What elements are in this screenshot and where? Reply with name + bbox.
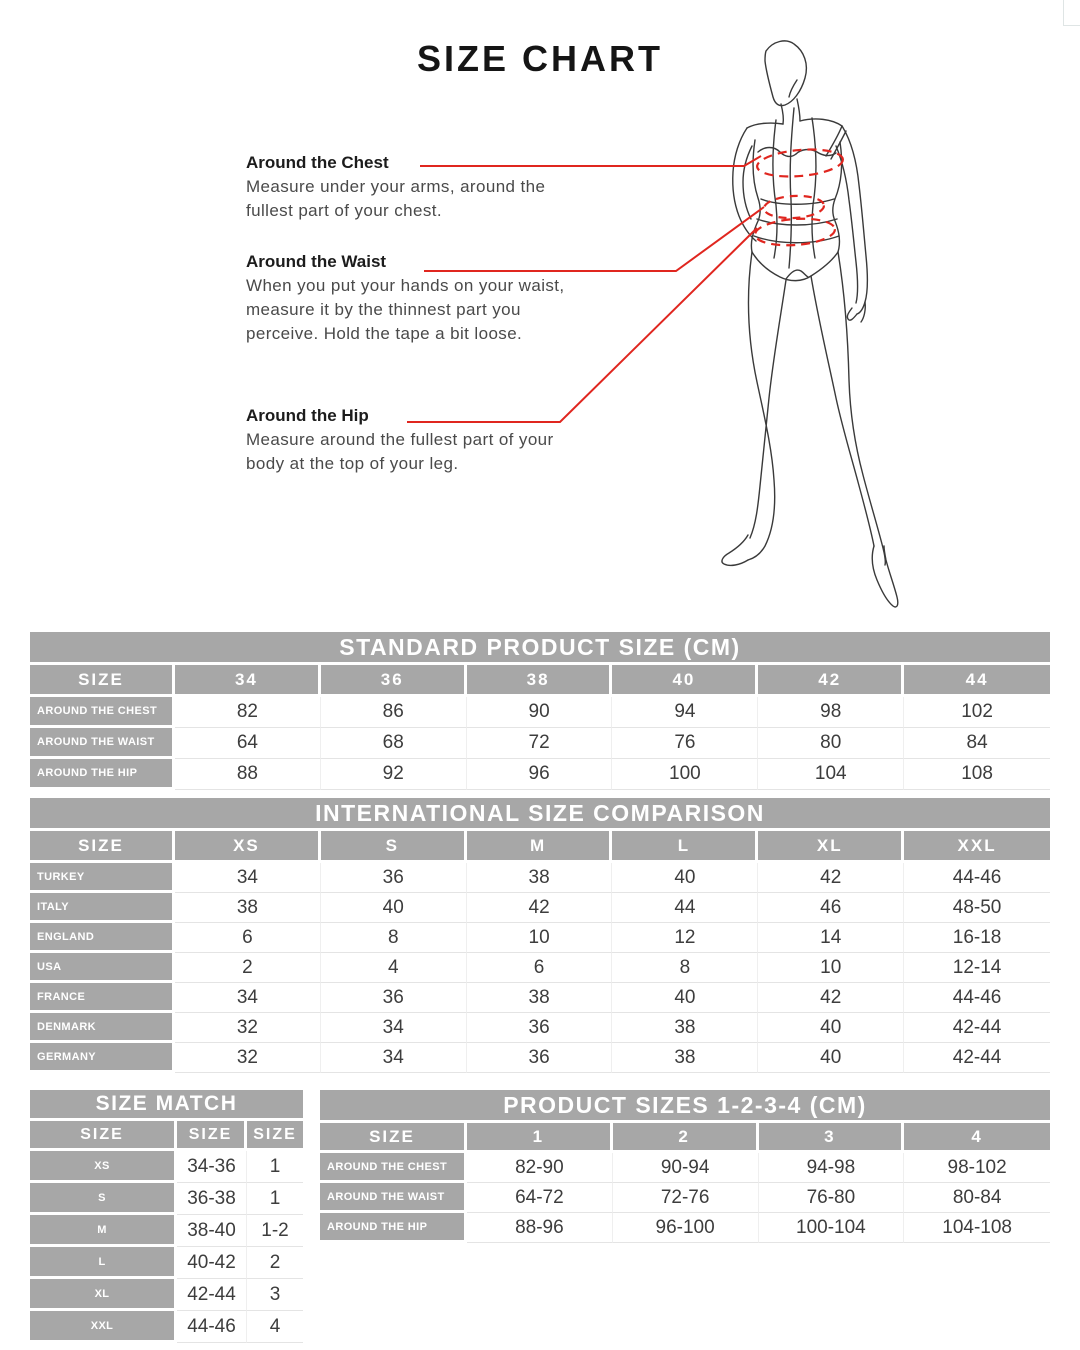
- annotation-hip-title: Around the Hip: [246, 406, 369, 425]
- row-label: AROUND THE CHEST: [30, 697, 175, 728]
- data-cell: 38: [612, 1013, 758, 1043]
- data-cell: 88: [175, 759, 321, 790]
- data-cell: 100-104: [759, 1213, 905, 1243]
- header-cell: 34: [175, 665, 321, 694]
- data-cell: 42-44: [904, 1013, 1050, 1043]
- data-cell: 94-98: [759, 1153, 905, 1183]
- table-row: [30, 1183, 303, 1215]
- data-cell: 38: [612, 1043, 758, 1073]
- data-cell: 102: [904, 697, 1050, 728]
- header-cell: SIZE: [320, 1123, 467, 1150]
- table-row: [30, 728, 1050, 759]
- data-cell: 46: [758, 893, 904, 923]
- table-row: [30, 697, 1050, 728]
- corner-artifact: [1063, 0, 1080, 26]
- data-cell: 72-76: [613, 1183, 759, 1213]
- table-row: [30, 1279, 303, 1311]
- waist-ellipse: [763, 194, 824, 219]
- data-cell: 38: [175, 893, 321, 923]
- data-cell: 48-50: [904, 893, 1050, 923]
- data-cell: 42: [467, 893, 613, 923]
- data-cell: 72: [467, 728, 613, 759]
- data-cell: 80-84: [904, 1183, 1050, 1213]
- data-cell: 10: [758, 953, 904, 983]
- data-cell: 38: [467, 863, 613, 893]
- data-cell: 64-72: [467, 1183, 613, 1213]
- header-cell: SIZE: [30, 665, 175, 694]
- data-cell: 100: [612, 759, 758, 790]
- table-row: [320, 1153, 1050, 1183]
- data-cell: 12: [612, 923, 758, 953]
- size-match-header-row: [30, 1121, 303, 1148]
- product-sizes-table-title: PRODUCT SIZES 1-2-3-4 (CM): [320, 1090, 1050, 1120]
- header-cell: S: [321, 831, 467, 860]
- data-cell: 80: [758, 728, 904, 759]
- data-cell: 40: [758, 1043, 904, 1073]
- data-cell: 68: [321, 728, 467, 759]
- data-cell: 44-46: [177, 1311, 247, 1343]
- data-cell: 36: [321, 863, 467, 893]
- international-size-table: [30, 798, 1050, 1073]
- row-label: AROUND THE CHEST: [320, 1153, 467, 1183]
- header-cell: L: [612, 831, 758, 860]
- row-label: ENGLAND: [30, 923, 175, 953]
- data-cell: 76: [612, 728, 758, 759]
- table-row: [30, 953, 1050, 983]
- row-label: USA: [30, 953, 175, 983]
- data-cell: 40-42: [177, 1247, 247, 1279]
- annotation-hip: [246, 404, 666, 476]
- data-cell: 90-94: [613, 1153, 759, 1183]
- data-cell: 8: [612, 953, 758, 983]
- data-cell: 34: [175, 983, 321, 1013]
- data-cell: 6: [175, 923, 321, 953]
- data-cell: 8: [321, 923, 467, 953]
- data-cell: 36: [467, 1043, 613, 1073]
- row-label: FRANCE: [30, 983, 175, 1013]
- product-sizes-header-row: [320, 1123, 1050, 1150]
- standard-size-table: [30, 632, 1050, 790]
- standard-size-table-title: STANDARD PRODUCT SIZE (CM): [30, 632, 1050, 662]
- data-cell: 2: [247, 1247, 303, 1279]
- data-cell: 6: [467, 953, 613, 983]
- data-cell: 90: [467, 697, 613, 728]
- data-cell: 104-108: [904, 1213, 1050, 1243]
- table-row: [30, 983, 1050, 1013]
- header-cell: XS: [175, 831, 321, 860]
- table-row: [30, 923, 1050, 953]
- data-cell: 4: [247, 1311, 303, 1343]
- row-label: AROUND THE HIP: [30, 759, 175, 790]
- data-cell: 42: [758, 863, 904, 893]
- data-cell: 42-44: [177, 1279, 247, 1311]
- table-row: [320, 1213, 1050, 1243]
- row-label: XL: [30, 1279, 177, 1311]
- table-row: [320, 1183, 1050, 1213]
- annotation-chest: [246, 151, 666, 223]
- data-cell: 3: [247, 1279, 303, 1311]
- data-cell: 76-80: [759, 1183, 905, 1213]
- table-row: [30, 1311, 303, 1343]
- header-cell: 4: [904, 1123, 1050, 1150]
- header-cell: SIZE: [30, 831, 175, 860]
- header-cell: 38: [467, 665, 613, 694]
- data-cell: 36: [467, 1013, 613, 1043]
- data-cell: 10: [467, 923, 613, 953]
- data-cell: 96-100: [613, 1213, 759, 1243]
- annotation-waist-title: Around the Waist: [246, 252, 387, 271]
- row-label: M: [30, 1215, 177, 1247]
- row-label: AROUND THE HIP: [320, 1213, 467, 1243]
- header-cell: XXL: [904, 831, 1050, 860]
- data-cell: 42-44: [904, 1043, 1050, 1073]
- data-cell: 36-38: [177, 1183, 247, 1215]
- measure-ellipses: [754, 146, 844, 247]
- data-cell: 88-96: [467, 1213, 613, 1243]
- data-cell: 40: [321, 893, 467, 923]
- header-cell: SIZE: [247, 1121, 303, 1148]
- croquis-sketch: [722, 41, 898, 607]
- row-label: AROUND THE WAIST: [30, 728, 175, 759]
- size-match-table-title: SIZE MATCH: [30, 1090, 303, 1118]
- annotation-chest-text: Measure under your arms, around the: [246, 177, 546, 196]
- header-cell: 44: [904, 665, 1050, 694]
- data-cell: 38: [467, 983, 613, 1013]
- annotation-waist-text: measure it by the thinnest part you: [246, 300, 521, 319]
- table-row: [30, 1043, 1050, 1073]
- annotation-waist-text: perceive. Hold the tape a bit loose.: [246, 324, 523, 343]
- annotation-hip-text: body at the top of your leg.: [246, 454, 459, 473]
- data-cell: 104: [758, 759, 904, 790]
- annotation-chest-title: Around the Chest: [246, 153, 389, 172]
- data-cell: 4: [321, 953, 467, 983]
- data-cell: 34: [321, 1013, 467, 1043]
- data-cell: 14: [758, 923, 904, 953]
- header-cell: 2: [613, 1123, 759, 1150]
- data-cell: 32: [175, 1013, 321, 1043]
- data-cell: 1-2: [247, 1215, 303, 1247]
- data-cell: 40: [612, 863, 758, 893]
- data-cell: 44-46: [904, 863, 1050, 893]
- annotation-chest-text: fullest part of your chest.: [246, 201, 442, 220]
- row-label: XXL: [30, 1311, 177, 1343]
- table-row: [30, 863, 1050, 893]
- data-cell: 40: [758, 1013, 904, 1043]
- data-cell: 34-36: [177, 1151, 247, 1183]
- data-cell: 2: [175, 953, 321, 983]
- header-cell: M: [467, 831, 613, 860]
- standard-header-row: [30, 665, 1050, 694]
- data-cell: 34: [321, 1043, 467, 1073]
- annotation-hip-text: Measure around the fullest part of your: [246, 430, 554, 449]
- data-cell: 16-18: [904, 923, 1050, 953]
- data-cell: 82-90: [467, 1153, 613, 1183]
- data-cell: 92: [321, 759, 467, 790]
- data-cell: 44-46: [904, 983, 1050, 1013]
- data-cell: 36: [321, 983, 467, 1013]
- data-cell: 42: [758, 983, 904, 1013]
- header-cell: 42: [758, 665, 904, 694]
- data-cell: 84: [904, 728, 1050, 759]
- data-cell: 12-14: [904, 953, 1050, 983]
- row-label: GERMANY: [30, 1043, 175, 1073]
- row-label: AROUND THE WAIST: [320, 1183, 467, 1213]
- row-label: ITALY: [30, 893, 175, 923]
- data-cell: 94: [612, 697, 758, 728]
- data-cell: 1: [247, 1183, 303, 1215]
- row-label: S: [30, 1183, 177, 1215]
- data-cell: 34: [175, 863, 321, 893]
- product-sizes-table: [320, 1090, 1050, 1243]
- data-cell: 32: [175, 1043, 321, 1073]
- data-cell: 38-40: [177, 1215, 247, 1247]
- table-row: [30, 759, 1050, 790]
- page-title: SIZE CHART: [417, 38, 663, 79]
- row-label: TURKEY: [30, 863, 175, 893]
- header-cell: XL: [758, 831, 904, 860]
- row-label: DENMARK: [30, 1013, 175, 1043]
- table-row: [30, 1151, 303, 1183]
- header-cell: SIZE: [177, 1121, 247, 1148]
- data-cell: 96: [467, 759, 613, 790]
- header-cell: 3: [759, 1123, 905, 1150]
- international-size-table-title: INTERNATIONAL SIZE COMPARISON: [30, 798, 1050, 828]
- data-cell: 82: [175, 697, 321, 728]
- header-cell: SIZE: [30, 1121, 177, 1148]
- row-label: L: [30, 1247, 177, 1279]
- table-row: [30, 1215, 303, 1247]
- table-row: [30, 893, 1050, 923]
- header-cell: 36: [321, 665, 467, 694]
- data-cell: 44: [612, 893, 758, 923]
- size-match-table: [30, 1090, 303, 1343]
- annotation-waist-text: When you put your hands on your waist,: [246, 276, 565, 295]
- data-cell: 98: [758, 697, 904, 728]
- header-cell: 40: [612, 665, 758, 694]
- table-row: [30, 1247, 303, 1279]
- data-cell: 40: [612, 983, 758, 1013]
- international-header-row: [30, 831, 1050, 860]
- data-cell: 86: [321, 697, 467, 728]
- data-cell: 1: [247, 1151, 303, 1183]
- data-cell: 64: [175, 728, 321, 759]
- data-cell: 98-102: [904, 1153, 1050, 1183]
- table-row: [30, 1013, 1050, 1043]
- data-cell: 108: [904, 759, 1050, 790]
- row-label: XS: [30, 1151, 177, 1183]
- annotation-waist: [246, 250, 666, 346]
- header-cell: 1: [467, 1123, 613, 1150]
